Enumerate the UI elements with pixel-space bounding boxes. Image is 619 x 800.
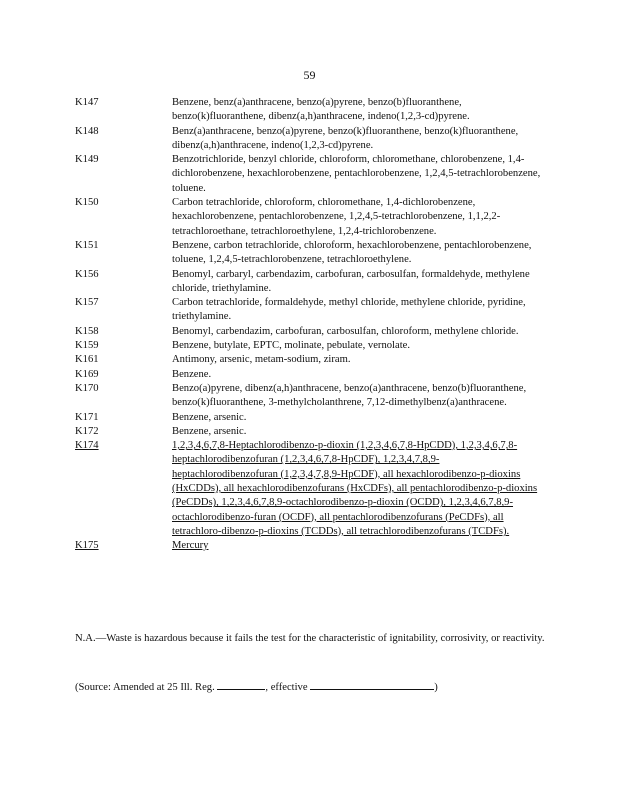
waste-code: K149 [75, 154, 99, 166]
table-row [75, 239, 545, 268]
constituents: Benzo(a)pyrene, dibenz(a,h)anthracene, benzo(a)anthracene, benzo(b)fluoranthene, benzo(k)fluoranthene, 3-methylcholanthrene, 7,12-dimethylbenz(a)anthracene. [172, 382, 527, 409]
waste-table [75, 96, 545, 554]
constituents: Benzene, arsenic. [172, 425, 247, 437]
constituents: Benzene, butylate, EPTC, molinate, pebulate, vernolate. [172, 340, 410, 352]
waste-code: K147 [75, 97, 99, 108]
waste-code: K170 [75, 382, 99, 394]
table-row [75, 353, 545, 367]
footnote: N.A.—Waste is hazardous because it fails the test for the characteristic of ignitability, corrosivity, or reactivity. [75, 633, 545, 644]
constituents: Benzene, arsenic. [172, 411, 247, 423]
table-row [75, 382, 545, 411]
waste-code: K157 [75, 297, 99, 309]
waste-code: K150 [75, 197, 99, 209]
constituents: Mercury [172, 540, 209, 552]
waste-code: K172 [75, 425, 99, 437]
table-row [75, 296, 545, 325]
table-row [75, 368, 545, 382]
table-row [75, 339, 545, 353]
table-row [75, 425, 545, 439]
waste-code: K175 [75, 540, 99, 552]
table-row [75, 96, 545, 125]
constituents: Benzene. [172, 368, 212, 380]
table-row [75, 411, 545, 425]
table-row [75, 153, 545, 196]
constituents: Benz(a)anthracene, benzo(a)pyrene, benzo(k)fluoranthene, benzo(k)fluoranthene, dibenz(a,h)anthracene, indeno(1,2,3-cd)pyrene. [172, 125, 519, 151]
effective-date-blank [310, 678, 434, 690]
source-note [75, 678, 545, 695]
table-row-added [75, 539, 545, 553]
waste-code: K174 [75, 440, 99, 452]
constituents: Benzotrichloride, benzyl chloride, chloroform, chloromethane, chlorobenzene, 1,4-dichlorobenzene, hexachlorobenzene, pentachlorobenzene, 1,2,4,5-tetrachlorobenzene, toluene. [172, 154, 541, 194]
constituents: Benzene, carbon tetrachloride, chloroform, hexachlorobenzene, pentachlorobenzene, toluene, 1,2,4,5-tetrachlorobenzene, tetrachloroethylene. [172, 239, 532, 266]
constituents: Benomyl, carbendazim, carbofuran, carbosulfan, chloroform, methylene chloride. [172, 325, 519, 337]
source-suffix: ) [434, 682, 438, 693]
constituents: Benzene, benz(a)anthracene, benzo(a)pyrene, benzo(b)fluoranthene, benzo(k)fluoranthene, dibenz(a,h)anthracene, indeno(1,2,3-cd)pyrene. [172, 97, 470, 123]
page-number: 59 [303, 68, 316, 82]
waste-code: K156 [75, 268, 99, 280]
table-row [75, 268, 545, 297]
constituents: 1,2,3,4,6,7,8-Heptachlorodibenzo-p-dioxin (1,2,3,4,6,7,8-HpCDD), 1,2,3,4,6,7,8-heptachlorodibenzofuran (1,2,3,4,6,7,8-HpCDF), 1,2,3,4,7,8,9-heptachlorodibenzofuran (1,2,3,4,7,8,9-HpCDF), all hexachlorodibenzo-p-dioxins (HxCDDs), all hexachlorodibenzofurans (HxCDFs), all pentachlorodibenzo-p-dioxins (PeCDDs), 1,2,3,4,6,7,8,9-octachlorodibenzo-p-dioxin (OCDD), 1,2,3,4,6,7,8,9-octachlorodibenzo-furan (OCDF), all pentachlorodibenzofurans (PeCDFs), all tetrachloro-dibenzo-p-dioxins (TCDDs), all tetrachlorodibenzofurans (TCDFs). [172, 440, 538, 537]
table-row-added [75, 439, 545, 539]
source-prefix: (Source: Amended at 25 Ill. Reg. [75, 682, 215, 693]
waste-code: K171 [75, 411, 99, 423]
table-row [75, 196, 545, 239]
table-row [75, 125, 545, 154]
waste-code: K158 [75, 325, 99, 337]
waste-code: K148 [75, 125, 99, 137]
constituents: Carbon tetrachloride, chloroform, chloromethane, 1,4-dichlorobenzene, hexachlorobenzene, pentachlorobenzene, 1,2,4,5-tetrachlorobenzene, 1,1,2,2-tetrachloroethane, tetrachloroethylene, 1,2,4-trichlorobenzene. [172, 197, 501, 237]
waste-code: K159 [75, 340, 99, 352]
constituents: Carbon tetrachloride, formaldehyde, methyl chloride, methylene chloride, pyridine, triethylamine. [172, 297, 526, 323]
register-blank [217, 678, 265, 690]
constituents: Benomyl, carbaryl, carbendazim, carbofuran, carbosulfan, formaldehyde, methylene chloride, triethylamine. [172, 268, 530, 294]
constituents: Antimony, arsenic, metam-sodium, ziram. [172, 354, 351, 366]
waste-code: K151 [75, 239, 99, 251]
waste-code: K169 [75, 368, 99, 380]
source-middle: , effective [265, 682, 308, 693]
table-row [75, 325, 545, 339]
waste-code: K161 [75, 354, 99, 366]
